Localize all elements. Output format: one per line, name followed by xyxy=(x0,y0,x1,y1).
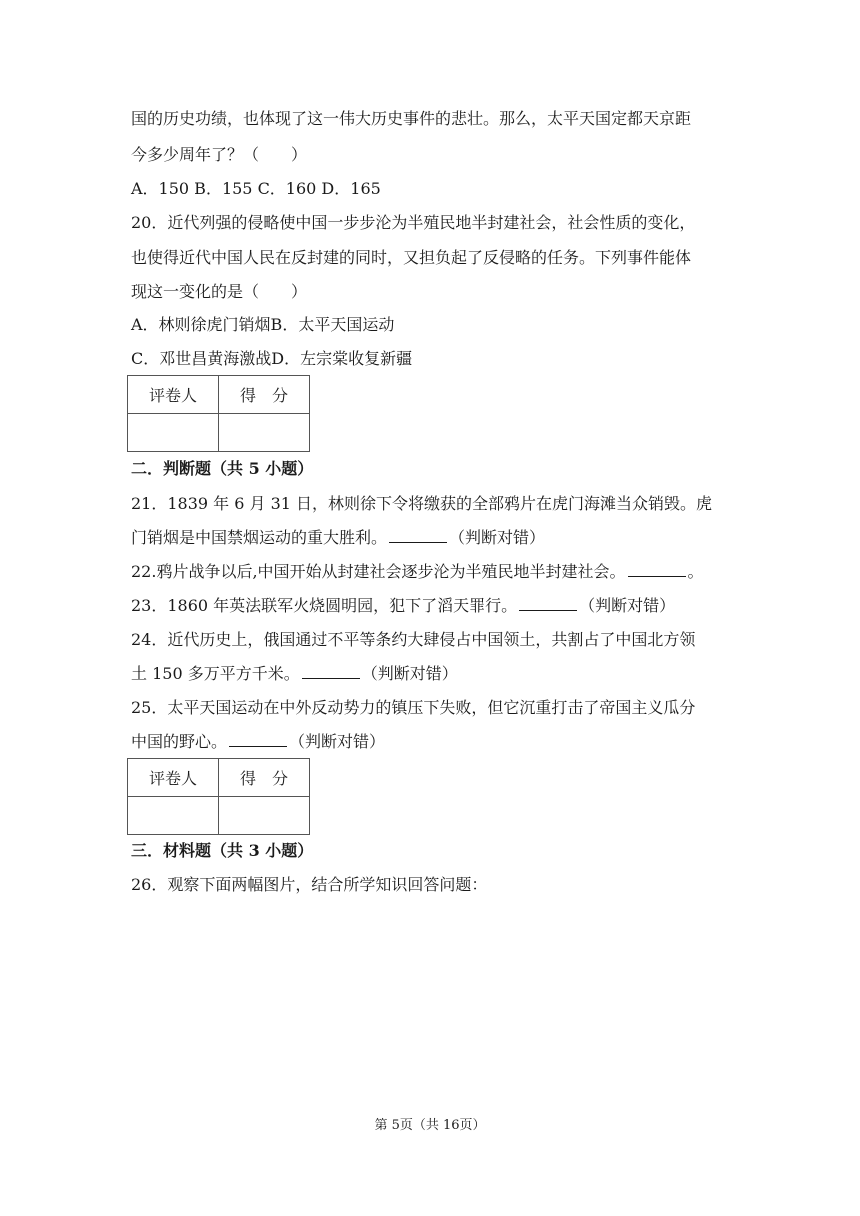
q20-text-line3: 现这一变化的是（ ） xyxy=(131,282,308,301)
q19-options: A．150 B．155 C．160 D．165 xyxy=(131,179,381,198)
q23-hint: （判断对错） xyxy=(579,596,676,615)
q25-line2 xyxy=(131,732,385,752)
q22-line xyxy=(131,562,704,582)
q26-line: 26．观察下面两幅图片，结合所学知识回答问题： xyxy=(131,875,488,894)
score-header: 得 分 xyxy=(219,759,310,797)
section2-title: 二．判断题（共 5 小题） xyxy=(131,459,314,478)
q25-line2-text: 中国的野心。 xyxy=(131,732,228,751)
q21-line1: 21．1839 年 6 月 31 日，林则徐下令将缴获的全部鸦片在虎门海滩当众销毁。虎 xyxy=(131,494,713,513)
score-cell xyxy=(219,414,310,452)
q22-end: 。 xyxy=(687,562,704,581)
q23-line xyxy=(131,596,675,616)
q20-options-2: C．邓世昌黄海激战D．左宗棠收复新疆 xyxy=(131,349,413,368)
q23-answer-blank xyxy=(519,596,577,611)
q22-text: 22.鸦片战争以后,中国开始从封建社会逐步沦为半殖民地半封建社会。 xyxy=(131,562,626,581)
q22-answer-blank xyxy=(628,562,686,577)
q21-line2 xyxy=(131,528,545,548)
q24-hint: （判断对错） xyxy=(361,664,458,683)
q21-hint: （判断对错） xyxy=(449,528,546,547)
grader-cell xyxy=(128,414,219,452)
q23-text: 23．1860 年英法联军火烧圆明园，犯下了滔天罪行。 xyxy=(131,596,518,615)
grader-header: 评卷人 xyxy=(128,376,219,414)
score-cell xyxy=(219,797,310,835)
q21-line2-text: 门销烟是中国禁烟运动的重大胜利。 xyxy=(131,528,388,547)
q21-answer-blank xyxy=(389,528,447,543)
q25-hint: （判断对错） xyxy=(289,732,386,751)
q20-text-line2: 也使得近代中国人民在反封建的同时，又担负起了反侵略的任务。下列事件能体 xyxy=(131,248,692,267)
q25-answer-blank xyxy=(229,732,287,747)
score-table-2 xyxy=(127,758,310,835)
q24-line2-text: 土 150 多万平方千米。 xyxy=(131,664,300,683)
score-table-1 xyxy=(127,375,310,452)
q20-options-1: A．林则徐虎门销烟B．太平天国运动 xyxy=(131,315,395,334)
section3-title: 三．材料题（共 3 小题） xyxy=(131,841,314,860)
q20-text-line1: 20．近代列强的侵略使中国一步步沦为半殖民地半封建社会，社会性质的变化， xyxy=(131,213,696,232)
score-header: 得 分 xyxy=(219,376,310,414)
grader-cell xyxy=(128,797,219,835)
q19-text-line2: 今多少周年了？（ ） xyxy=(131,145,308,164)
q24-line1: 24．近代历史上，俄国通过不平等条约大肆侵占中国领土，共割占了中国北方领 xyxy=(131,630,696,649)
q24-line2 xyxy=(131,664,458,684)
grader-header: 评卷人 xyxy=(128,759,219,797)
q25-line1: 25．太平天国运动在中外反动势力的镇压下失败，但它沉重打击了帝国主义瓜分 xyxy=(131,698,696,717)
q24-answer-blank xyxy=(302,664,360,679)
page-footer: 第 5页（共 16页） xyxy=(374,1118,486,1133)
q19-text-line1: 国的历史功绩，也体现了这一伟大历史事件的悲壮。那么，太平天国定都天京距 xyxy=(131,109,692,128)
